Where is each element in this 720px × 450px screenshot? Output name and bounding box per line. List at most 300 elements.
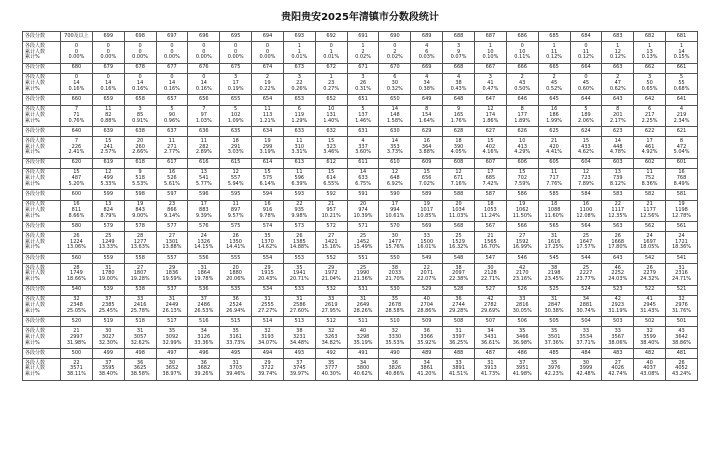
- cumulative-value: 148: [390, 111, 400, 118]
- cumulative-value: 1477: [388, 238, 402, 245]
- stats-cell: [570, 42, 602, 64]
- cumulative-value: 3431: [484, 333, 497, 340]
- cumulative-value: 656: [421, 175, 432, 182]
- score-cell: 499: [92, 348, 124, 358]
- percent-value: 15.76%: [385, 244, 405, 251]
- score-cell: 596: [188, 190, 220, 200]
- stats-cell: [411, 42, 443, 64]
- cumulative-value: 4052: [675, 365, 688, 372]
- stats-cell: [156, 264, 188, 286]
- stats-cell: [188, 168, 220, 190]
- stats-cell: [443, 168, 475, 190]
- percent-value: 0.19%: [227, 86, 244, 93]
- cumulative-value: 2678: [388, 302, 402, 309]
- count-value: 3: [456, 42, 461, 49]
- percent-value: 24.03%: [608, 276, 628, 283]
- stats-cell: [411, 137, 443, 159]
- stats-cell: [283, 105, 315, 127]
- cumulative-value: 154: [421, 111, 432, 118]
- cumulative-value: 1565: [484, 238, 497, 245]
- cumulative-value: 768: [676, 175, 687, 182]
- count-value: 32: [264, 327, 271, 334]
- stats-cell: [506, 327, 538, 349]
- cumulative-value: 4037: [643, 365, 656, 372]
- cumulative-value: 3126: [197, 333, 211, 340]
- percent-value: 25.45%: [98, 307, 118, 314]
- percent-value: 16.32%: [449, 244, 469, 251]
- count-value: 15: [73, 169, 80, 176]
- score-cell: 580: [61, 222, 93, 232]
- cumulative-value: 472: [676, 143, 687, 150]
- count-value: 31: [359, 296, 367, 303]
- percent-value: 1.86%: [482, 117, 499, 124]
- stats-cell: [602, 327, 634, 349]
- count-value: 0: [584, 74, 588, 81]
- cumulative-value: 1880: [229, 270, 242, 277]
- score-cell: 518: [124, 317, 156, 327]
- count-value: 2: [520, 74, 524, 81]
- percent-value: 9.14%: [164, 212, 180, 219]
- stats-cell: [347, 359, 379, 381]
- percent-value: 1.89%: [514, 117, 531, 124]
- percent-value: 43.24%: [671, 371, 692, 378]
- count-value: 16: [678, 169, 685, 176]
- cumulative-value: 3891: [452, 365, 465, 372]
- cumulative-value: 2744: [452, 302, 465, 309]
- percent-value: 6.39%: [291, 181, 308, 188]
- count-value: 24: [646, 232, 653, 239]
- count-value: 15: [105, 137, 112, 144]
- count-value: 31: [487, 359, 494, 366]
- percent-value: 31.98%: [66, 339, 86, 346]
- cumulative-value: 1990: [356, 270, 370, 277]
- stats-cell: [61, 105, 93, 127]
- count-value: 11: [296, 137, 303, 144]
- stats-cell: [538, 73, 570, 95]
- stats-cell: [474, 105, 506, 127]
- score-cell: 590: [379, 190, 411, 200]
- cumulative-value: 1941: [292, 270, 306, 277]
- stats-cell: [666, 73, 698, 95]
- stats-cell: [188, 42, 220, 64]
- cumulative-value: 34: [423, 80, 430, 87]
- cumulative-value: 1668: [611, 238, 625, 245]
- stats-cell: [570, 232, 602, 254]
- percent-value: 33.36%: [194, 339, 214, 346]
- score-cell: 623: [602, 127, 634, 137]
- count-value: 29: [168, 264, 176, 271]
- cumulative-value: 2649: [356, 302, 370, 309]
- cumulative-value: 219: [676, 111, 687, 118]
- percent-value: 0.16%: [68, 86, 85, 93]
- stats-cell: [124, 264, 156, 286]
- cumulative-value: 3027: [101, 333, 115, 340]
- cumulative-value: 2923: [611, 302, 625, 309]
- percent-value: 0.00%: [68, 54, 85, 61]
- percent-value: 12.35%: [608, 212, 628, 219]
- score-cell: 540: [61, 285, 93, 295]
- stats-cell: [666, 264, 698, 286]
- stats-cell: [156, 359, 188, 381]
- percent-value: 19.28%: [130, 276, 150, 283]
- score-cell: 567: [474, 222, 506, 232]
- count-value: 30: [391, 232, 399, 239]
- score-cell: 604: [570, 158, 602, 168]
- score-cell: 560: [61, 253, 93, 263]
- count-value: 6: [297, 106, 301, 113]
- score-cell: 490: [379, 348, 411, 358]
- count-value: 31: [550, 296, 558, 303]
- stats-cell: [252, 73, 284, 95]
- percent-value: 22.07%: [417, 276, 437, 283]
- count-value: 35: [550, 359, 558, 366]
- stats-cell: [602, 232, 634, 254]
- percent-value: 0.13%: [641, 54, 658, 61]
- score-cell: 523: [602, 285, 634, 295]
- cumulative-value: 55: [678, 80, 685, 87]
- count-value: 19: [136, 201, 144, 208]
- stats-cell: [538, 200, 570, 222]
- stats-cell: [634, 73, 666, 95]
- cumulative-value: 2348: [70, 302, 83, 309]
- stats-cell: [379, 200, 411, 222]
- stats-cell: [315, 232, 347, 254]
- score-cell: 498: [124, 348, 156, 358]
- percent-value: 8.49%: [673, 181, 690, 188]
- score-cell: 562: [634, 222, 666, 232]
- count-value: 25: [105, 232, 112, 239]
- stats-cell: [92, 327, 124, 349]
- stats-cell: [188, 232, 220, 254]
- score-cell: 699: [92, 32, 124, 42]
- count-value: 20: [359, 201, 367, 208]
- stats-row: [23, 168, 698, 190]
- count-value: 0: [74, 42, 79, 49]
- percent-value: 24.71%: [671, 276, 692, 283]
- count-value: 16: [264, 201, 271, 208]
- stats-cell: [474, 359, 506, 381]
- cumulative-value: 3330: [388, 333, 402, 340]
- cumulative-value: 291: [230, 143, 241, 150]
- count-value: 19: [264, 137, 271, 144]
- cumulative-value: 499: [103, 175, 114, 182]
- count-value: 33: [327, 296, 335, 303]
- stats-cell: [506, 200, 538, 222]
- score-header-row: [23, 190, 698, 200]
- count-value: 0: [74, 74, 79, 81]
- stats-cell: [666, 105, 698, 127]
- cumulative-value: 14: [73, 80, 80, 87]
- stats-cell: [474, 42, 506, 64]
- score-cell: 610: [379, 158, 411, 168]
- stats-cell: [443, 200, 475, 222]
- cumulative-value: 3263: [324, 333, 338, 340]
- percent-value: 23.16%: [512, 276, 532, 283]
- cumulative-label: 累计人数: [25, 175, 46, 182]
- score-cell: 559: [92, 253, 124, 263]
- cumulative-value: 189: [581, 111, 591, 118]
- stats-cell: [220, 42, 252, 64]
- stats-row-labels: [23, 137, 61, 159]
- count-value: 27: [168, 232, 176, 239]
- cumulative-value: 177: [517, 111, 527, 118]
- count-value: 5: [361, 106, 365, 113]
- percent-value: 0.10%: [482, 54, 499, 61]
- stats-cell: [506, 264, 538, 286]
- stats-cell: [61, 359, 93, 381]
- cumulative-value: 420: [549, 143, 559, 150]
- stats-cell: [506, 295, 538, 317]
- score-cell: 577: [156, 222, 188, 232]
- stats-cell: [538, 105, 570, 127]
- stats-cell: [92, 168, 124, 190]
- cumulative-label: 累计人数: [25, 238, 46, 245]
- percent-value: 0.96%: [164, 117, 180, 124]
- count-value: 31: [232, 359, 239, 366]
- cumulative-value: 1647: [579, 238, 593, 245]
- cumulative-value: 97: [200, 111, 207, 118]
- score-cell: 537: [156, 285, 188, 295]
- cumulative-value: 935: [294, 206, 305, 213]
- count-value: 37: [105, 359, 112, 366]
- score-cell: 620: [61, 158, 93, 168]
- count-value: 0: [106, 74, 110, 81]
- cumulative-value: 226: [71, 143, 82, 150]
- count-value: 2: [552, 74, 556, 81]
- count-label: 各段人数: [25, 169, 46, 176]
- score-cell: 681: [666, 32, 698, 42]
- percent-value: 6.75%: [355, 181, 371, 188]
- score-cell: 536: [188, 285, 220, 295]
- score-cell: 649: [411, 95, 443, 105]
- percent-value: 3.88%: [418, 149, 435, 156]
- stats-cell: [666, 359, 698, 381]
- stats-cell: [538, 168, 570, 190]
- cumulative-value: 90: [168, 111, 176, 118]
- stats-cell: [92, 359, 124, 381]
- count-value: 38: [550, 264, 558, 271]
- count-value: 21: [646, 201, 653, 208]
- cumulative-value: 41: [487, 80, 494, 87]
- score-header-row: [23, 253, 698, 263]
- percent-value: 39.26%: [194, 371, 214, 378]
- percent-value: 4.29%: [514, 149, 531, 156]
- count-value: 35: [296, 264, 303, 271]
- percent-value: 15.16%: [321, 244, 341, 251]
- percent-value: 34.82%: [321, 339, 341, 346]
- cumulative-value: 45: [550, 80, 558, 87]
- count-value: 25: [455, 232, 462, 239]
- score-cell: 697: [156, 32, 188, 42]
- score-row-label: 各段分数: [23, 127, 61, 137]
- cumulative-value: 1500: [420, 238, 434, 245]
- count-value: 27: [614, 359, 621, 366]
- score-cell: 628: [443, 127, 475, 137]
- cumulative-label: 累计人数: [25, 365, 46, 372]
- score-cell: 692: [315, 32, 347, 42]
- score-cell: 544: [570, 253, 602, 263]
- cumulative-value: 1198: [675, 206, 688, 213]
- cumulative-value: 0: [202, 48, 206, 55]
- score-row-label: 各段分数: [23, 158, 61, 168]
- cumulative-value: 3193: [261, 333, 274, 340]
- percent-value: 5.04%: [673, 149, 690, 156]
- percent-value: 8.66%: [68, 212, 85, 219]
- cumulative-value: 43: [519, 80, 526, 87]
- score-cell: 507: [474, 317, 506, 327]
- stats-cell: [666, 42, 698, 64]
- count-value: 12: [232, 169, 239, 176]
- percent-value: 0.15%: [673, 54, 690, 61]
- cumulative-value: 1836: [165, 270, 179, 277]
- count-value: 34: [359, 359, 367, 366]
- score-cell: 686: [506, 32, 538, 42]
- cumulative-value: 2586: [292, 302, 306, 309]
- percent-value: 15.49%: [353, 244, 373, 251]
- cumulative-value: 702: [517, 175, 527, 182]
- stats-cell: [124, 295, 156, 317]
- score-cell: 636: [188, 127, 220, 137]
- cumulative-value: 2449: [165, 302, 179, 309]
- cumulative-value: 2524: [229, 302, 242, 309]
- score-cell: 598: [124, 190, 156, 200]
- score-cell: 521: [666, 285, 698, 295]
- stats-cell: [634, 359, 666, 381]
- score-cell: 637: [156, 127, 188, 137]
- stats-cell: [411, 264, 443, 286]
- cumulative-value: 186: [549, 111, 559, 118]
- score-row-label: 各段分数: [23, 348, 61, 358]
- cumulative-value: 14: [168, 80, 176, 87]
- percent-label: 累计%: [25, 54, 40, 61]
- count-value: 29: [264, 359, 271, 366]
- percent-value: 23.45%: [544, 276, 564, 283]
- percent-value: 20.71%: [289, 276, 309, 283]
- cumulative-value: 916: [262, 206, 273, 213]
- percent-value: 6.14%: [259, 181, 276, 188]
- percent-value: 8.12%: [609, 181, 626, 188]
- score-cell: 667: [474, 63, 506, 73]
- cumulative-value: 2704: [420, 302, 434, 309]
- stats-cell: [61, 73, 93, 95]
- count-value: 0: [584, 42, 588, 49]
- cumulative-value: 1864: [197, 270, 211, 277]
- score-cell: 647: [474, 95, 506, 105]
- score-cell: 509: [411, 317, 443, 327]
- stats-row-labels: [23, 105, 61, 127]
- score-cell: 660: [61, 95, 93, 105]
- cumulative-value: 3861: [420, 365, 434, 372]
- count-value: 43: [678, 327, 685, 334]
- percent-value: 14.41%: [226, 244, 246, 251]
- score-cell: 565: [538, 222, 570, 232]
- percent-value: 38.97%: [162, 371, 182, 378]
- count-label: 各段人数: [25, 137, 46, 144]
- count-value: 23: [168, 201, 176, 208]
- percent-value: 37.36%: [544, 339, 564, 346]
- percent-value: 0.47%: [482, 86, 499, 93]
- score-cell: 662: [634, 63, 666, 73]
- count-value: 5: [679, 74, 684, 81]
- count-label: 各段人数: [25, 327, 46, 334]
- stats-cell: [156, 42, 188, 64]
- cumulative-value: 3826: [388, 365, 402, 372]
- cumulative-value: 1017: [420, 206, 434, 213]
- score-cell: 484: [570, 348, 602, 358]
- stats-cell: [92, 73, 124, 95]
- score-header-row: [23, 95, 698, 105]
- stats-cell: [443, 359, 475, 381]
- count-value: 31: [200, 264, 207, 271]
- score-cell: 486: [506, 348, 538, 358]
- count-value: 8: [616, 106, 620, 113]
- count-value: 7: [202, 106, 206, 113]
- count-value: 18: [232, 137, 239, 144]
- cumulative-value: 433: [581, 143, 591, 150]
- percent-value: 0.38%: [418, 86, 435, 93]
- percent-value: 39.97%: [289, 371, 309, 378]
- stats-cell: [92, 232, 124, 254]
- count-value: 22: [423, 264, 430, 271]
- score-cell: 675: [220, 63, 252, 73]
- count-value: 32: [391, 327, 399, 334]
- stats-cell: [538, 359, 570, 381]
- count-value: 22: [614, 201, 621, 208]
- percent-value: 8.36%: [641, 181, 658, 188]
- count-value: 11: [550, 169, 558, 176]
- stats-cell: [411, 105, 443, 127]
- count-value: 30: [105, 327, 112, 334]
- percent-value: 3.03%: [227, 149, 244, 156]
- score-cell: 502: [634, 317, 666, 327]
- percent-value: 0.16%: [132, 86, 149, 93]
- percent-value: 11.50%: [512, 212, 532, 219]
- score-cell: 673: [283, 63, 315, 73]
- stats-cell: [379, 137, 411, 159]
- score-cell: 599: [92, 190, 124, 200]
- cumulative-value: 201: [612, 111, 623, 118]
- stats-cell: [570, 295, 602, 317]
- count-value: 15: [327, 137, 335, 144]
- stats-cell: [315, 200, 347, 222]
- stats-cell: [347, 200, 379, 222]
- cumulative-value: 1749: [70, 270, 83, 277]
- count-value: 12: [455, 169, 462, 176]
- percent-value: 0.16%: [100, 86, 117, 93]
- count-value: 1: [679, 42, 684, 49]
- count-value: 3: [234, 74, 238, 81]
- score-cell: 661: [666, 63, 698, 73]
- percent-value: 3.60%: [355, 149, 371, 156]
- cumulative-value: 22: [296, 80, 303, 87]
- percent-value: 4.05%: [450, 149, 467, 156]
- count-value: 32: [646, 327, 653, 334]
- percent-value: 7.59%: [514, 181, 531, 188]
- percent-value: 1.09%: [227, 117, 244, 124]
- score-cell: 608: [443, 158, 475, 168]
- count-value: 11: [264, 106, 271, 113]
- percent-value: 0.02%: [386, 54, 403, 61]
- count-value: 12: [582, 169, 590, 176]
- count-value: 11: [296, 169, 303, 176]
- stats-cell: [61, 42, 93, 64]
- stats-cell: [315, 295, 347, 317]
- count-value: 33: [519, 296, 526, 303]
- score-cell: 517: [156, 317, 188, 327]
- stats-row-labels: [23, 264, 61, 286]
- stats-cell: [474, 295, 506, 317]
- cumulative-value: 811: [71, 206, 82, 213]
